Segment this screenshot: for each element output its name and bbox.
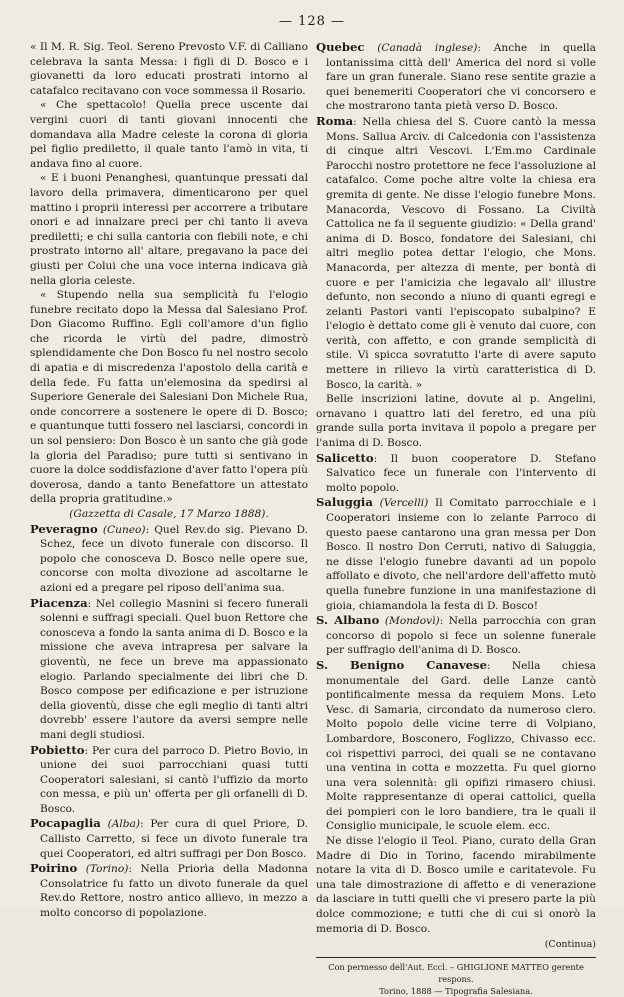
entry-text: : Nella Priorìa della Madonna Consolatrice fu fatto un divoto funerale da quel Rev.do Rettore, nostro antico allievo, in mezzo a molto concorso di popolazione.: [40, 863, 308, 920]
place-region: (Canadà inglese): [377, 42, 478, 54]
place-name: Pobietto: [30, 742, 85, 757]
place-name: Quebec: [316, 40, 365, 54]
entry-text: : Nella chiesa del S. Cuore cantò la messa Mons. Sallua Arciv. di Calcedonia con l'assistenza di cinque altri Vescovi. L'Em.mo Cardinale Parocchi nostro protettore ne fece l'assoluzione al catafalco. Come poche altre volte la chiesa era gremita di gente. Ne disse l'elogio funebre Mons. Manacorda, Vescovo di Fossano. La Civiltà Cattolica ne fa il seguente giudizio: « Della grand' anima di D. Bosco, fondatore dei Salesiani, chi altri meglio potea dettar l'elogio, che Mons. Manacorda, per altezza di mente, per bontà di cuore e per l'amicizia che legavalo all' illustre defunto, non secondo a niuno di quanti egregi e zelanti Pastori vanti l'episcopato subalpino? E l'elogio è dettato come gli è venuto dal cuore, con verità, con affetto, e con grande semplicità di stile. Vi spicca sovratutto l'arte di avere saputo mettere in rilievo la virtù caratteristica di D. Bosco, la carità. »: [326, 115, 596, 391]
entry-quebec: [316, 40, 596, 114]
place-name: Salicetto: [316, 450, 374, 465]
entry-saluggia: [316, 495, 596, 613]
place-region: (Mondovì): [384, 615, 440, 628]
place-name: Pocapaglia: [30, 816, 101, 831]
place-region: (Alba): [107, 818, 140, 831]
place-name: Roma: [316, 113, 354, 128]
paragraph: Ne disse l'elogio il Teol. Piano, curato della Gran Madre di Dio in Torino, facendo mirabilmente notare la vita di D. Bosco umile e caritatevole. Fu una tale dimostrazione di affetto e di venerazione da lasciare in tutti quelli che vi presero parte la più dolce commozione; e tutti che di cui si onorò la memoria di D. Bosco.: [316, 835, 596, 935]
entry-text: : Per cura di quel Priore, D. Callisto Carretto, si fece un divoto funerale tra quei Cooperatori, ed altri suffragi per Don Bosco.: [40, 818, 308, 860]
place-region: (Cuneo): [102, 523, 146, 536]
place-name: Poirino: [30, 861, 78, 876]
entry-piacenza: [30, 596, 308, 743]
entry-peveragno: [30, 522, 308, 596]
place-region: (Torino): [85, 863, 129, 876]
entry-poirino: [30, 861, 308, 920]
printer-line: Torino, 1888 — Tipografia Salesiana.: [379, 985, 533, 996]
entry-text: : Nella chiesa monumentale del Gard. delle Lanze cantò pontificalmente messa da requiem Mons. Leto Vesc. di Samaria, circondato da numeroso clero. Molto popolo delle vicine terre di Volpiano, Lombardore, Bosconero, Foglizzo, Chivasso ecc. coi rispettivi parroci, dei quali se ne contavano una ventina in cotta e mozzetta. Fu quel giorno una vera solennità: gli opifizi rimasero chiusi. Molte rappresentanze di operai cattolici, quella dei pompieri con le loro bandiere, tra le quali il Consiglio municipale, le scuole elem. ecc.: [326, 659, 596, 833]
paragraph: « Che spettacolo! Quella prece uscente dai vergini cuori di tanti giovani innocenti che domandava alla Madre celeste la corona di gloria pel figlio prediletto, il quale tanto l'amò in vita, ti andava fino al cuore.: [30, 99, 308, 170]
paragraph: Belle inscrizioni latine, dovute al p. Angelini, ornavano i quattro lati del feretro, ed una più grande sulla porta invitava il popolo a pregare per l'anima di D. Bosco.: [316, 393, 596, 450]
source-citation: (Gazzetta di Casale, 17 Marzo 1888).: [69, 508, 269, 520]
imprimatur-line: Con permesso dell'Aut. Eccl. – GHIGLIONE MATTEO gerente respons.: [328, 961, 584, 984]
entry-s-benigno: [316, 658, 596, 834]
entry-text: : Nel collegio Masnini si fecero funerali solenni e suffragi speciali. Quel buon Rettore che conosceva a fondo la santa anima di D. Bosco e la missione che aveva intrapresa per salvare la gioventù, ne fece un breve ma appassionato elogio. Parlando specialmente dei libri che D. Bosco compose per edificazione e per istruzione della gioventù, disse che egli meglio di tanti altri dovrebb' essere l'autore da aversi sempre nelle mani degli studiosi.: [40, 597, 308, 741]
place-name: S. Albano: [316, 613, 380, 628]
right-column: [316, 40, 596, 997]
page-number: — 128 —: [278, 14, 346, 29]
entry-text: : Per cura del parroco D. Pietro Bovio, in unione dei suoi parrocchiani quasi tutti Cooperatori salesiani, si cantò l'uffizio da morto con messa, e più un' offerta per gli orfanelli di D. Bosco.: [40, 744, 308, 815]
place-region: (Vercelli): [379, 497, 429, 510]
entry-text: : Quel Rev.do sig. Pievano D. Schez, fece un divoto funerale con discorso. Il popolo che conosceva D. Bosco nelle opere sue, concorse con molta divozione ad ascoltarne le azioni ed a pregare pel riposo dell'anima sua.: [40, 523, 308, 594]
entry-text: : Nella parrocchia con gran concorso di popolo si fece un solenne funerale per suffragio dell'anima di D. Bosco.: [326, 615, 596, 657]
entry-pocapaglia: [30, 816, 308, 861]
paragraph: « E i buoni Penanghesi, quantunque pressati dal lavoro della primavera, dimenticarono per quel mattino i proprii interessi per accorrere a tributare onori e ad innalzare preci per chi tanto li aveva prediletti; e chi sulla cantoria con flebili note, e chi prostrato intorno all' altare, pregavano la pace dei giusti per Colui che una voce interna indicava già nella gloria celeste.: [30, 172, 308, 287]
entry-text: : Anche in quella lontanissima città dell' America del nord si volle fare un gran funerale. Siano rese sentite grazie a quei benemeriti Cooperatori che vi concorsero e che mostrarono tanta pietà verso D. Bosco.: [326, 42, 597, 113]
paragraph: « Il M. R. Sig. Teol. Sereno Prevosto V.F. di Calliano celebrava la santa Messa: i figli di D. Bosco e i giovanetti da loro educati prostrati intorno al catafalco recitavano con voce sommessa il Rosario.: [30, 41, 308, 97]
continua-label: (Continua): [544, 939, 596, 951]
place-name: Peveragno: [30, 521, 98, 536]
footer-divider: [316, 957, 596, 958]
entry-s-albano: [316, 613, 596, 658]
place-name: S. Benigno Canavese: [316, 657, 487, 672]
entry-salicetto: [316, 451, 596, 496]
paragraph: « Stupendo nella sua semplicità fu l'elogio funebre recitato dopo la Messa dal Salesiano Prof. Don Giacomo Ruffino. Egli coll'amore d'un figlio che ricorda le virtù del padre, dimostrò splendidamente che Don Bosco fu nel nostro secolo di apatia e di miscredenza l'apostolo della carità e della fede. Fu fatta un'elemosina da spedirsi al Superiore Generale dei Salesiani Don Michele Rua, onde concorrere a sostenere le opere di D. Bosco; e quantunque tutti fossero nel lasciarsi, concordi in un sol pensiero: Don Bosco è un santo che già gode la gloria del Paradiso; pure tutti si sentivano in cuore la dolce soddisfazione d'aver fatto l'opera più doverosa, dando a tanto Benefattore un attestato della propria gratitudine.»: [30, 289, 308, 506]
left-column: [30, 40, 308, 921]
entry-text: Il Comitato parrocchiale e i Cooperatori insieme con lo zelante Parroco di questo paese cantarono una gran messa per Don Bosco. Il nostro Don Cerruti, nativo di Saluggia, ne disse l'elogio funebre davanti ad un popolo affollato e divoto, che nell'ardore dell'affetto mutò quella funebre funzione in una manifestazione di gioia, chiamandola la festa di D. Bosco!: [326, 497, 596, 612]
place-name: Saluggia: [316, 495, 373, 510]
entry-roma: [316, 114, 596, 392]
entry-pobietto: [30, 743, 308, 817]
place-name: Piacenza: [30, 595, 88, 610]
entry-text: : Il buon cooperatore D. Stefano Salvatico fece un funerale con l'intervento di molto popolo.: [326, 452, 596, 494]
